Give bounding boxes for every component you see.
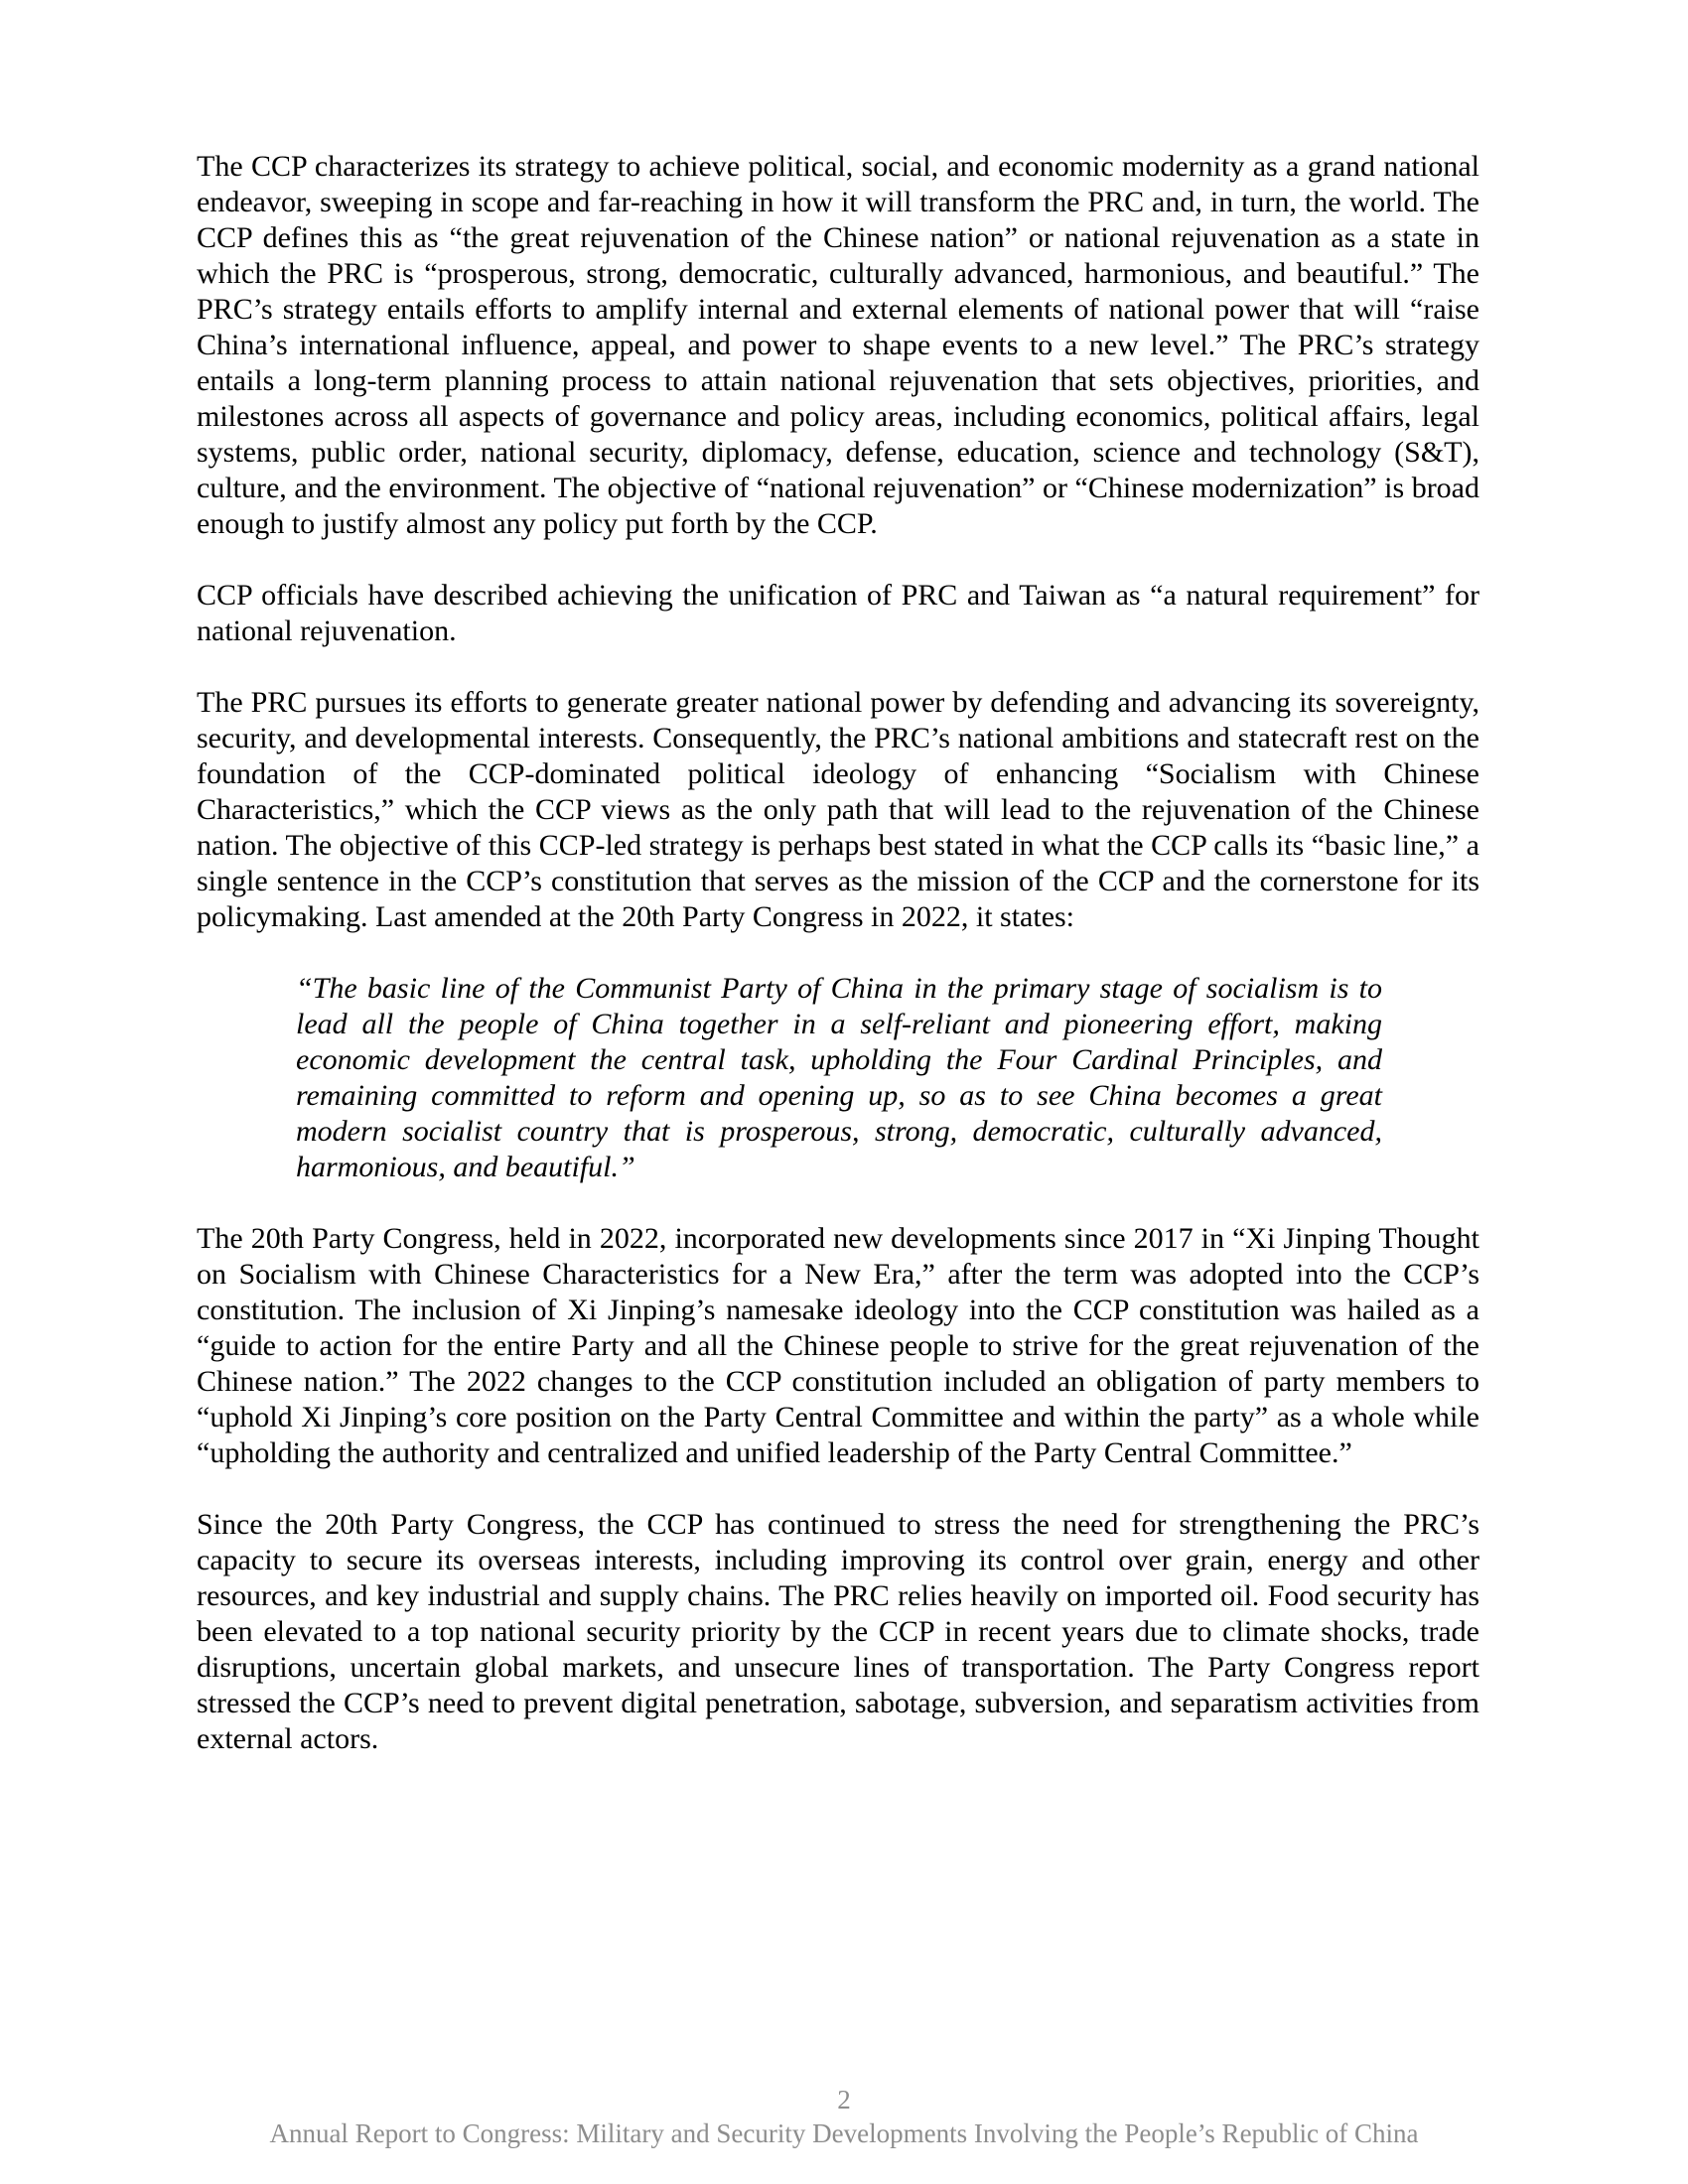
block-quote: “The basic line of the Communist Party of China in the primary stage of socialism is to lead all the people of China together in a self-reliant and pioneering effort, making economic development the central task, upholding the Four Cardinal Principles, and remaining committed to reform and opening up, so as to see China becomes a great modern socialist country that is prosperous, strong, democratic, culturally advanced, harmonious, and beautiful.” — [296, 972, 1382, 1183]
footer-title: Annual Report to Congress: Military and Security Developments Involving the People’s Republic of China — [269, 2118, 1419, 2148]
page-footer — [0, 2083, 1688, 2150]
page-content — [197, 149, 1479, 1793]
body-paragraph-1: The CCP characterizes its strategy to achieve political, social, and economic modernity as a grand national endeavor, sweeping in scope and far-reaching in how it will transform the PRC and, in turn, the world. The CCP defines this as “the great rejuvenation of the Chinese nation” or national rejuvenation as a state in which the PRC is “prosperous, strong, democratic, culturally advanced, harmonious, and beautiful.” The PRC’s strategy entails efforts to amplify internal and external elements of national power that will “raise China’s international influence, appeal, and power to shape events to a new level.” The PRC’s strategy entails a long-term planning process to attain national rejuvenation that sets objectives, priorities, and milestones across all aspects of governance and policy areas, including economics, political affairs, legal systems, public order, national security, diplomacy, defense, education, science and technology (S&T), culture, and the environment. The objective of “national rejuvenation” or “Chinese modernization” is broad enough to justify almost any policy put forth by the CCP. — [197, 150, 1479, 540]
body-paragraph-3: The PRC pursues its efforts to generate greater national power by defending and advancing its sovereignty, security, and developmental interests. Consequently, the PRC’s national ambitions and statecraft rest on the foundation of the CCP-dominated political ideology of enhancing “Socialism with Chinese Characteristics,” which the CCP views as the only path that will lead to the rejuvenation of the Chinese nation. The objective of this CCP-led strategy is perhaps best stated in what the CCP calls its “basic line,” a single sentence in the CCP’s constitution that serves as the mission of the CCP and the cornerstone for its policymaking. Last amended at the 20th Party Congress in 2022, it states: — [197, 686, 1479, 933]
body-paragraph-5: Since the 20th Party Congress, the CCP has continued to stress the need for strengthening the PRC’s capacity to secure its overseas interests, including improving its control over grain, energy and other resources, and key industrial and supply chains. The PRC relies heavily on imported oil. Food security has been elevated to a top national security priority by the CCP in recent years due to climate shocks, trade disruptions, uncertain global markets, and unsecure lines of transportation. The Party Congress report stressed the CCP’s need to prevent digital penetration, sabotage, subversion, and separatism activities from external actors. — [197, 1508, 1479, 1755]
body-paragraph-2: CCP officials have described achieving the unification of PRC and Taiwan as “a natural requirement” for national rejuvenation. — [197, 579, 1479, 647]
body-paragraph-4: The 20th Party Congress, held in 2022, incorporated new developments since 2017 in “Xi Jinping Thought on Socialism with Chinese Characteristics for a New Era,” after the term was adopted into the CCP’s constitution. The inclusion of Xi Jinping’s namesake ideology into the CCP constitution was hailed as a “guide to action for the entire Party and all the Chinese people to strive for the great rejuvenation of the Chinese nation.” The 2022 changes to the CCP constitution included an obligation of party members to “uphold Xi Jinping’s core position on the Party Central Committee and within the party” as a whole while “upholding the authority and centralized and unified leadership of the Party Central Committee.” — [197, 1222, 1479, 1469]
page-number: 2 — [837, 2085, 851, 2115]
